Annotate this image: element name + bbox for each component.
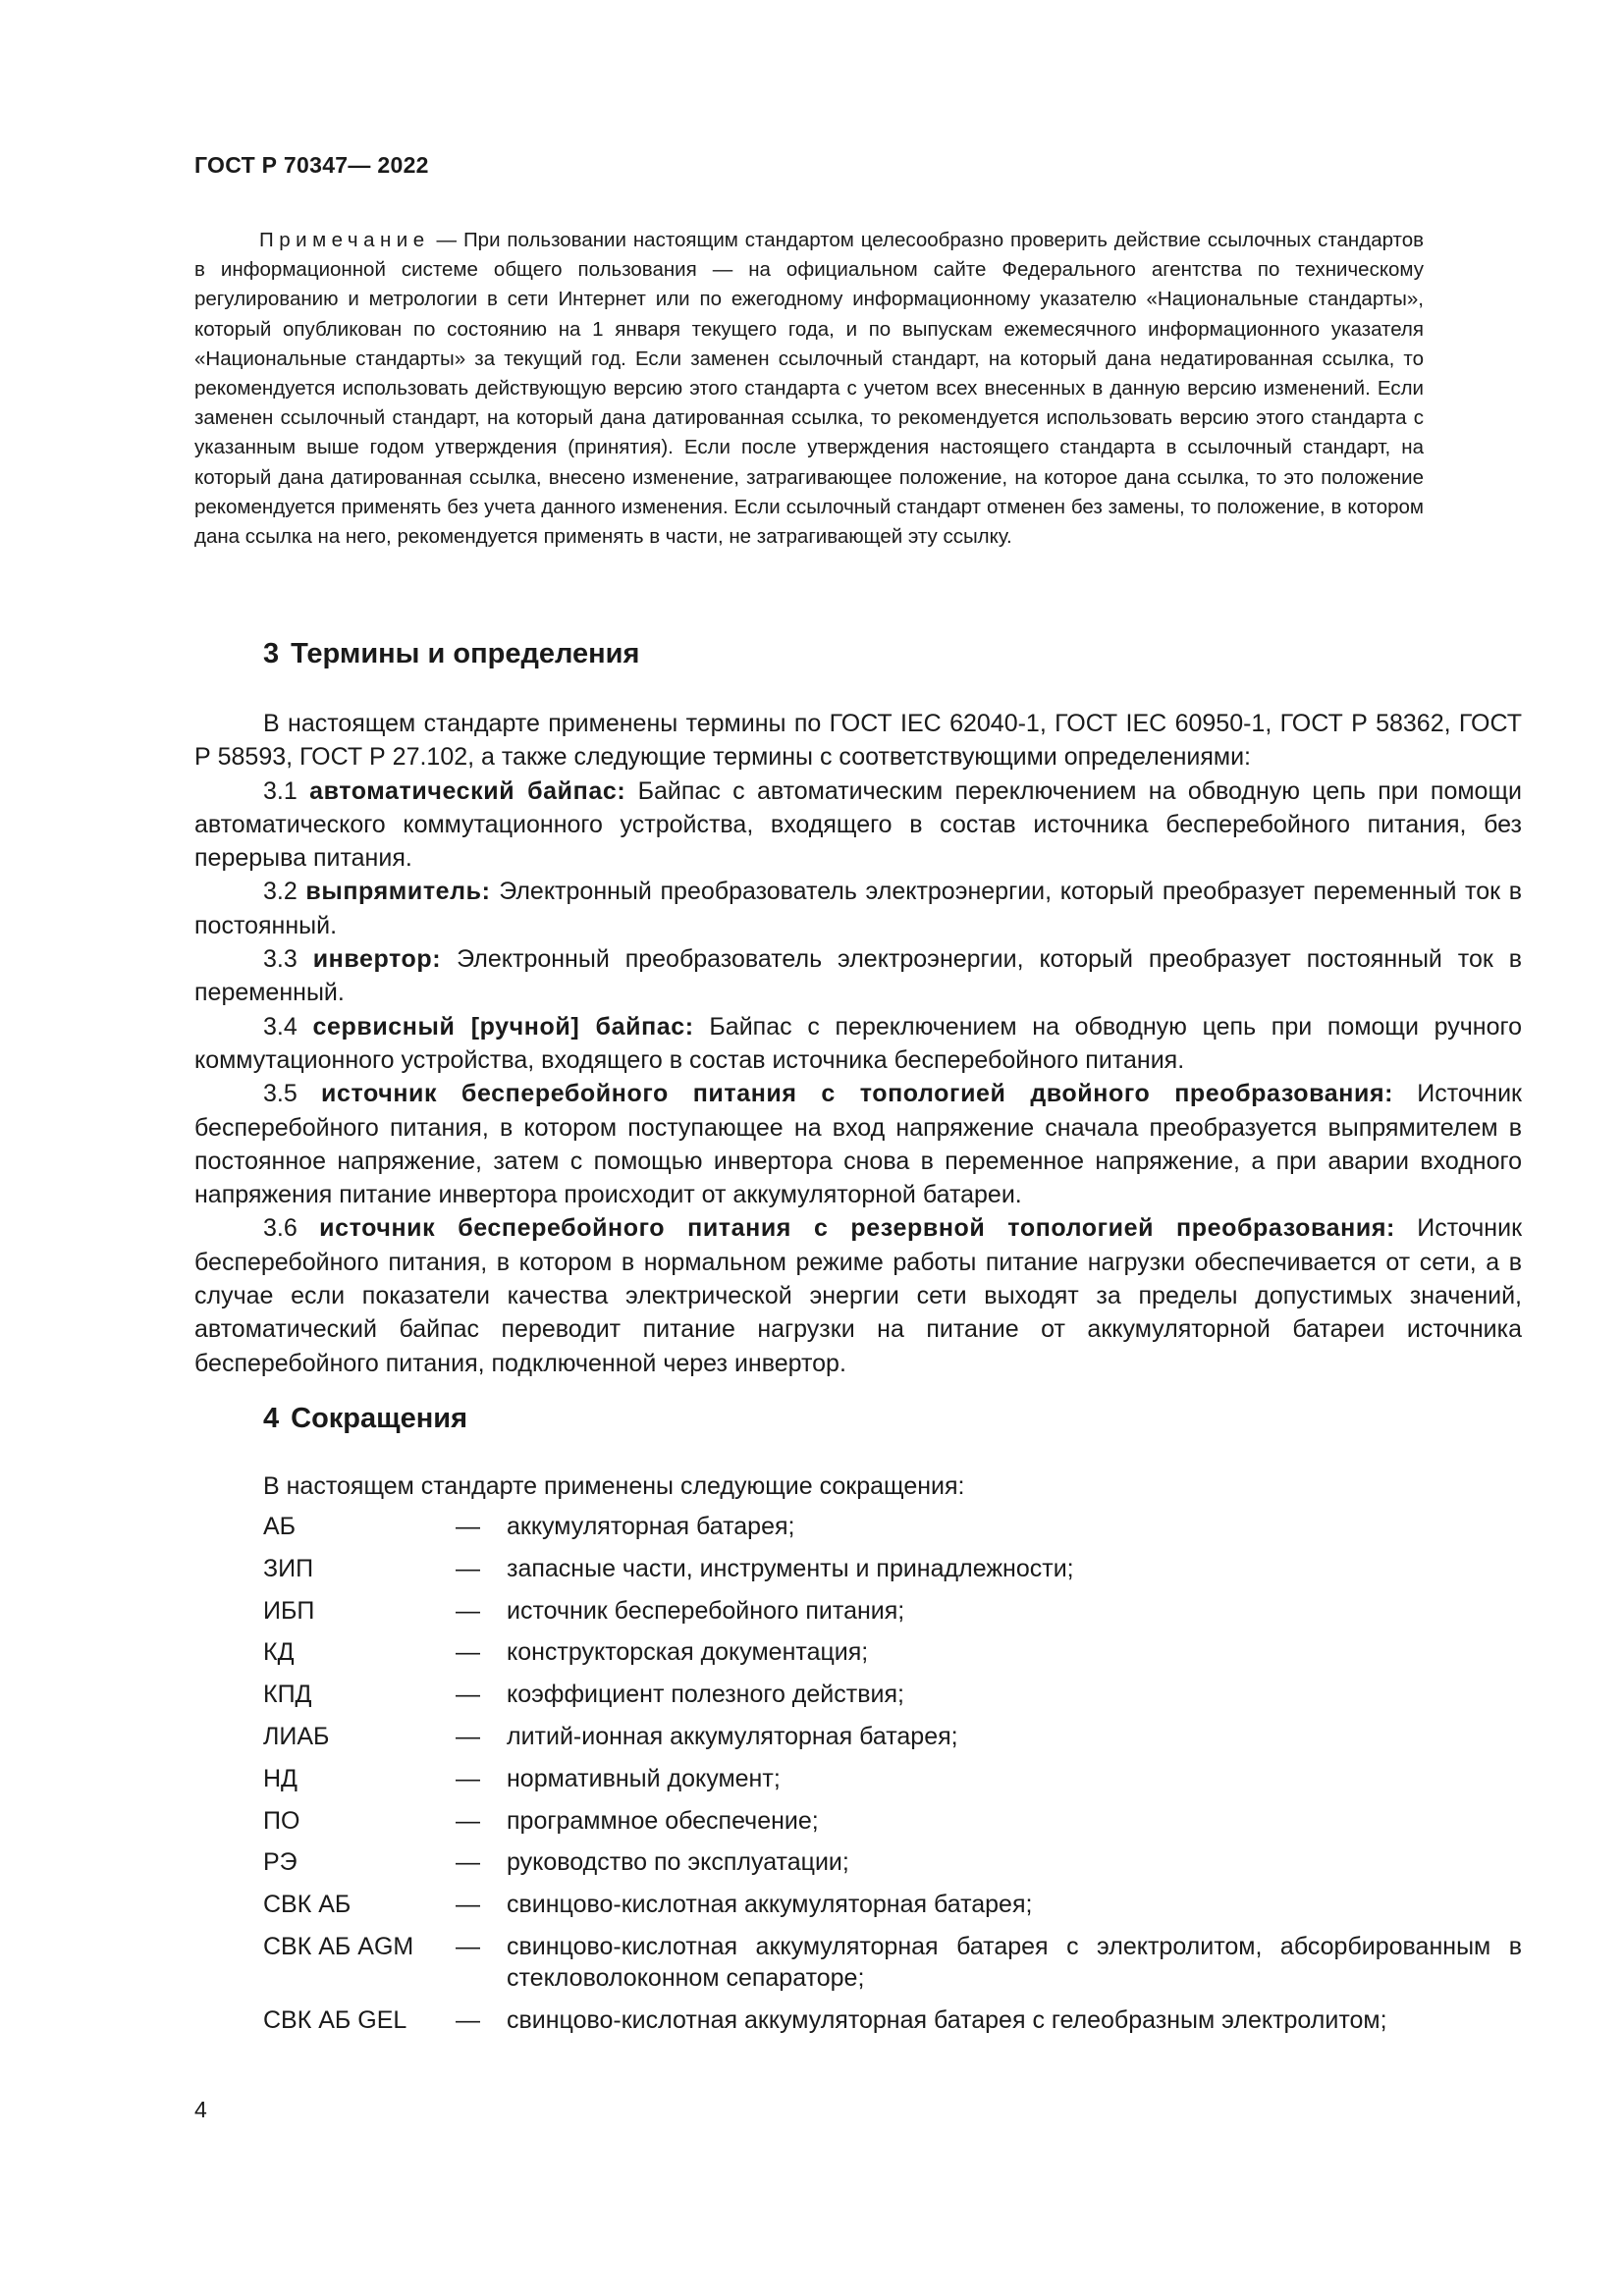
dash-separator: — [456,1932,480,1960]
term-3-2-name: выпрямитель: [305,878,491,906]
dash-separator: — [456,1764,480,1792]
term-3-6-definition: Источник бесперебойного питания, в котором в нормальном режиме работы питание нагрузки обеспечивается от сети, а в случае если показатели качества электрической энергии сети выходят за пределы допустимых значений, автоматический байпас переводит питание нагрузки на питание от аккумуляторной батареи источника бесперебойного питания, подключенной через инвертор. [194,1214,1523,1377]
document-header: ГОСТ Р 70347— 2022 [194,152,429,178]
list-item [263,1846,1522,1889]
term-3-5-definition: Источник бесперебойного питания, в котором поступающее на вход напряжение сначала преобразуется выпрямителем в постоянное напряжение, затем с помощью инвертора снова в переменное напряжение, а при аварии входного напряжения питание инвертора происходит от аккумуляторной батареи. [194,1080,1522,1209]
abbreviation-definition: свинцово-кислотная аккумуляторная батарея с электролитом, абсорбированным в стекловолоконном сепараторе; [507,1932,1522,1993]
abbreviation: ИБП [263,1596,315,1625]
list-item [263,1511,1522,1553]
list-item [263,1931,1522,2004]
list-item [263,1763,1522,1805]
term-3-4-definition: Байпас с переключением на обводную цепь при помощи ручного коммутационного устройства, входящего в состав источника бесперебойного питания. [194,1012,1522,1074]
abbreviation-definition: коэффициент полезного действия; [507,1681,904,1709]
section-3-intro: В настоящем стандарте применены термины по ГОСТ IEC 62040-1, ГОСТ IEC 60950-1, ГОСТ Р 58362, ГОСТ Р 58593, ГОСТ Р 27.102, а также следующие термины с соответствующими определениями: [194,710,1522,772]
list-item [263,1805,1522,1847]
abbreviation: КПД [263,1681,312,1709]
abbreviation-definition: программное обеспечение; [507,1806,819,1835]
term-3-3-name: инвертор: [312,945,442,974]
section-4-intro: В настоящем стандарте применены следующие сокращения: [263,1472,965,1500]
abbreviation: РЭ [263,1848,298,1877]
abbreviation-definition: аккумуляторная батарея; [507,1513,795,1540]
abbreviation: ЛИАБ [263,1722,330,1750]
dash-separator: — [456,1554,480,1582]
term-3-1-name: автоматический байпас: [309,776,626,805]
term-3-2-definition: Электронный преобразователь электроэнергии, который преобразует переменный ток в постоянный. [194,878,1522,939]
list-item [263,1595,1522,1637]
note-text: — При пользовании настоящим стандартом целесообразно проверить действие ссылочных стандартов в информационной системе общего пользования — на официальном сайте Федерального агентства по техническому регулированию и метрологии в сети Интернет или по ежегодному информационному указателю «Национальные стандарты», который опубликован по состоянию на 1 января текущего года, и по выпускам ежемесячного информационного указателя «Национальные стандарты» за текущий год. Если заменен ссылочный стандарт, на который дана недатированная ссылка, то рекомендуется использовать действующую версию этого стандарта с учетом всех внесенных в данную версию изменений. Если заменен ссылочный стандарт, на который дана датированная ссылка, то рекомендуется использовать версию этого стандарта с указанным выше годом утверждения (принятия). Если после утверждения настоящего стандарта в ссылочный стандарт, на который дана датированная ссылка, внесено изменение, затрагивающее положение, на которое дана ссылка, то это положение рекомендуется применять без учета данного изменения. Если ссылочный стандарт отменен без замены, то положение, в котором дана ссылка на него, рекомендуется применять в части, не затрагивающей эту ссылку. [194,229,1424,549]
reference-note [194,226,1424,552]
list-item [263,1636,1522,1679]
term-3-5: 3.5 источник бесперебойного питания с топологией двойного преобразования: Источник бесперебойного питания, в котором поступающее на вход напряжение сначала преобразуется выпрямителем в постоянное напряжение, затем с помощью инвертора снова в переменное напряжение, а при аварии входного напряжения питание инвертора происходит от аккумуляторной батареи. [194,1080,1522,1209]
dash-separator: — [456,1891,480,1919]
abbreviation: НД [263,1764,298,1792]
abbreviation-definition: литий-ионная аккумуляторная батарея; [507,1722,958,1750]
abbreviation: ПО [263,1806,300,1835]
section-3-heading [263,638,639,670]
abbreviation-definition: запасные части, инструменты и принадлежности; [507,1554,1074,1582]
abbreviation: СВК АБ [263,1891,352,1919]
term-3-6: 3.6 источник бесперебойного питания с резервной топологией преобразования: Источник бесперебойного питания, в котором в нормальном режиме работы питание нагрузки обеспечивается от сети, а в случае если показатели качества электрической энергии сети выходят за пределы допустимых значений, автоматический байпас переводит питание нагрузки на питание от аккумуляторной батареи источника бесперебойного питания, подключенной через инвертор. [194,1214,1523,1377]
term-3-1-definition: Байпас с автоматическим переключением на обводную цепь при помощи автоматического коммутационного устройства, входящего в состав источника бесперебойного питания, без перерыва питания. [194,776,1522,873]
abbreviation: СВК АБ GEL [263,2005,407,2034]
abbreviation-definition: конструкторская документация; [507,1638,869,1667]
term-3-3-definition: Электронный преобразователь электроэнергии, который преобразует постоянный ток в переменный. [194,945,1522,1007]
term-3-5-name: источник бесперебойного питания с топологией двойного преобразования: [320,1080,1394,1108]
abbreviation-definition: руководство по эксплуатации; [507,1848,849,1877]
abbreviation: СВК АБ AGM [263,1932,414,1960]
dash-separator: — [456,1638,480,1667]
list-item [263,1889,1522,1931]
term-3-6-name: источник бесперебойного питания с резервной топологией преобразования: [319,1214,1395,1243]
dash-separator: — [456,1848,480,1877]
abbreviation: КД [263,1638,295,1667]
dash-separator: — [456,1722,480,1750]
abbreviation-definition: нормативный документ; [507,1764,781,1792]
section-3-title: Термины и определения [291,638,640,669]
section-4-heading [263,1403,467,1435]
section-3-number: 3 [263,638,280,669]
list-item [263,1553,1522,1595]
dash-separator: — [456,1681,480,1709]
section-4-number: 4 [263,1403,280,1434]
term-3-4: 3.4 сервисный [ручной] байпас: Байпас с переключением на обводную цепь при помощи ручного коммутационного устройства, входящего в состав источника бесперебойного питания. [194,1012,1522,1074]
section-4-title: Сокращения [291,1403,468,1434]
list-item [263,1679,1522,1721]
dash-separator: — [456,1513,480,1540]
abbreviation: АБ [263,1513,297,1540]
abbreviation-definition: источник бесперебойного питания; [507,1596,905,1625]
section-3-body [194,707,1522,1380]
dash-separator: — [456,2005,480,2034]
term-3-1: 3.1 автоматический байпас: Байпас с автоматическим переключением на обводную цепь при помощи автоматического коммутационного устройства, входящего в состав источника бесперебойного питания, без перерыва питания. [194,776,1522,873]
term-3-2: 3.2 выпрямитель: Электронный преобразователь электроэнергии, который преобразует переменный ток в постоянный. [194,878,1522,939]
page-number: 4 [194,2097,207,2122]
term-3-3: 3.3 инвертор: Электронный преобразователь электроэнергии, который преобразует постоянный ток в переменный. [194,945,1522,1007]
abbreviation-definition: свинцово-кислотная аккумуляторная батарея с гелеобразным электролитом; [507,2005,1387,2034]
term-3-4-name: сервисный [ручной] байпас: [312,1012,694,1041]
note-label: Примечание [259,229,430,251]
abbreviation-definition: свинцово-кислотная аккумуляторная батарея; [507,1891,1033,1919]
list-item [263,2004,1522,2047]
abbreviation-list [263,1511,1522,2047]
dash-separator: — [456,1596,480,1625]
abbreviation: ЗИП [263,1554,314,1582]
dash-separator: — [456,1806,480,1835]
list-item [263,1721,1522,1763]
